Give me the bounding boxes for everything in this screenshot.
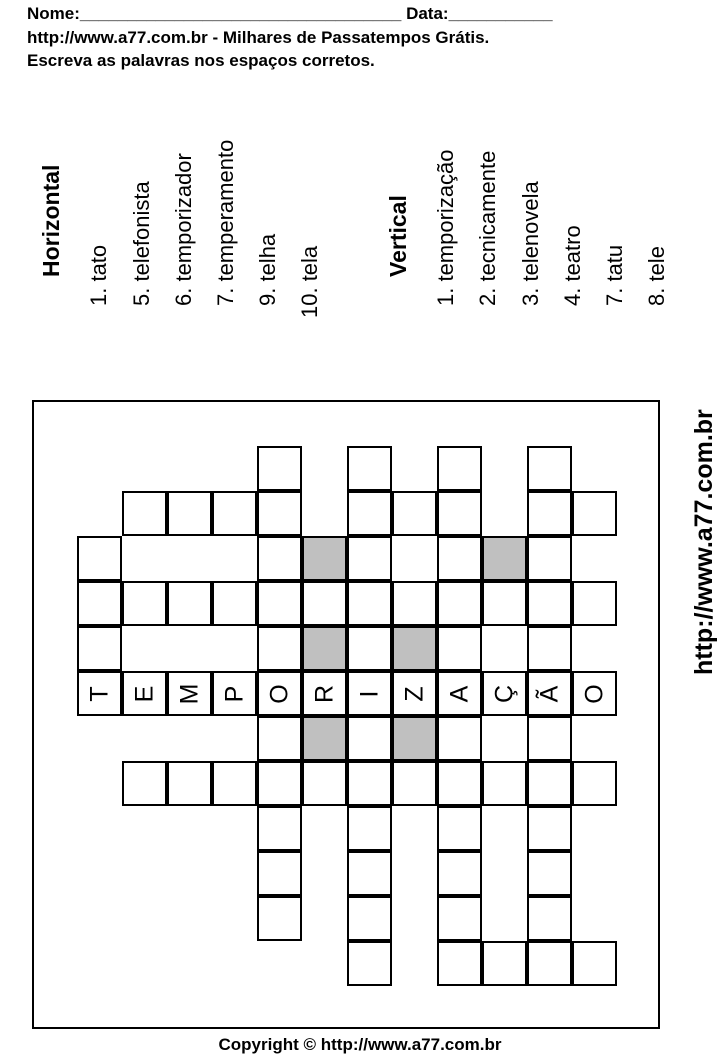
crossword-cell[interactable] [437,581,482,626]
crossword-cell[interactable] [527,896,572,941]
crossword-cell[interactable] [302,581,347,626]
crossword-cell[interactable] [257,446,302,491]
crossword-cell-shaded[interactable] [482,536,527,581]
horizontal-heading: Horizontal [38,164,64,277]
crossword-cell[interactable] [347,716,392,761]
crossword-cell[interactable] [437,446,482,491]
crossword-cell[interactable] [257,716,302,761]
crossword-cell[interactable] [257,896,302,941]
crossword-cell-given[interactable] [77,671,122,716]
crossword-cell[interactable] [572,581,617,626]
given-letter: Ã [535,685,563,702]
crossword-cell-given[interactable] [482,671,527,716]
given-letter: R [310,684,338,703]
crossword-cell[interactable] [347,626,392,671]
crossword-cell[interactable] [527,491,572,536]
clue-vertical-4: 4. teatro [560,225,585,306]
crossword-cell[interactable] [77,536,122,581]
crossword-cell[interactable] [347,581,392,626]
crossword-cell-given[interactable] [572,671,617,716]
crossword-cell-shaded[interactable] [302,536,347,581]
crossword-cell[interactable] [257,581,302,626]
clue-vertical-3: 3. telenovela [518,181,543,306]
given-letter: M [175,683,203,704]
crossword-cell[interactable] [347,536,392,581]
crossword-cell[interactable] [302,761,347,806]
vertical-heading: Vertical [385,195,411,277]
crossword-cell[interactable] [527,626,572,671]
crossword-cell[interactable] [77,581,122,626]
crossword-cell[interactable] [122,491,167,536]
crossword-cell-given[interactable] [212,671,257,716]
crossword-cell[interactable] [527,761,572,806]
crossword-cell[interactable] [437,491,482,536]
crossword-cell-given[interactable] [122,671,167,716]
given-letter: I [355,690,383,697]
clue-vertical-1: 1. temporização [433,149,458,306]
crossword-cell[interactable] [527,806,572,851]
crossword-cell[interactable] [482,941,527,986]
crossword-cell-shaded[interactable] [302,716,347,761]
crossword-cell[interactable] [122,581,167,626]
crossword-cell-given[interactable] [392,671,437,716]
crossword-cell[interactable] [572,761,617,806]
site-line: http://www.a77.com.br - Milhares de Passatempos Grátis. [27,28,490,47]
clue-horizontal-10: 10. tela [297,245,322,318]
crossword-cell[interactable] [392,491,437,536]
crossword-cell[interactable] [437,896,482,941]
crossword-cell[interactable] [527,581,572,626]
crossword-cell[interactable] [257,851,302,896]
crossword-cell[interactable] [122,761,167,806]
crossword-cell[interactable] [167,491,212,536]
crossword-cell[interactable] [212,581,257,626]
crossword-cell[interactable] [572,491,617,536]
clue-vertical-2: 2. tecnicamente [475,150,500,306]
crossword-cell[interactable] [437,806,482,851]
given-letter: T [85,685,113,702]
crossword-cell[interactable] [392,761,437,806]
crossword-cell-given[interactable] [347,671,392,716]
crossword-cell[interactable] [167,581,212,626]
name-date-line: Nome:__________________________________ Data:___________ [27,4,553,23]
crossword-cell[interactable] [527,851,572,896]
side-url: http://www.a77.com.br [690,409,718,675]
crossword-cell[interactable] [167,761,212,806]
crossword-cell[interactable] [482,581,527,626]
crossword-cell[interactable] [257,761,302,806]
crossword-cell[interactable] [572,941,617,986]
crossword-cell[interactable] [437,716,482,761]
crossword-cell[interactable] [437,941,482,986]
crossword-cell[interactable] [527,446,572,491]
clue-horizontal-7: 7. temperamento [213,139,238,306]
clue-horizontal-6: 6. temporizador [171,153,196,306]
clue-vertical-8: 8. tele [644,246,669,306]
given-letter: E [130,685,158,702]
crossword-cell-given[interactable] [437,671,482,716]
instruction-line: Escreva as palavras nos espaços corretos. [27,51,375,70]
copyright: Copyright © http://www.a77.com.br [218,1035,502,1054]
crossword-cell[interactable] [437,626,482,671]
crossword-cell[interactable] [347,806,392,851]
crossword-cell-given[interactable] [167,671,212,716]
crossword-cell[interactable] [347,941,392,986]
crossword-cell[interactable] [257,626,302,671]
clue-horizontal-9: 9. telha [255,233,280,306]
crossword-cell[interactable] [437,761,482,806]
crossword-cell-given[interactable] [302,671,347,716]
clue-horizontal-1: 1. tato [86,244,111,306]
crossword-cell-given[interactable] [257,671,302,716]
crossword-cell[interactable] [437,536,482,581]
crossword-cell[interactable] [347,896,392,941]
crossword-cell-shaded[interactable] [392,716,437,761]
crossword-cell[interactable] [347,491,392,536]
given-letter: Ç [490,684,518,703]
crossword-cell[interactable] [257,491,302,536]
crossword-cell[interactable] [77,626,122,671]
crossword-cell[interactable] [257,536,302,581]
given-letter: A [445,685,473,702]
crossword-cell[interactable] [527,536,572,581]
crossword-cell[interactable] [527,941,572,986]
clue-vertical-7: 7. tatu [602,244,627,306]
crossword-cell[interactable] [392,581,437,626]
clue-horizontal-5: 5. telefonista [129,181,154,306]
given-letter: O [580,683,608,704]
crossword-cell[interactable] [212,491,257,536]
given-letter: O [265,683,293,704]
crossword-cell-shaded[interactable] [392,626,437,671]
crossword-cell[interactable] [257,806,302,851]
crossword-cell-given[interactable] [527,671,572,716]
crossword-cell[interactable] [482,761,527,806]
crossword-cell[interactable] [347,761,392,806]
given-letter: P [220,685,248,702]
crossword-cell[interactable] [212,761,257,806]
crossword-cell[interactable] [527,716,572,761]
crossword-cell[interactable] [437,851,482,896]
crossword-cell-shaded[interactable] [302,626,347,671]
crossword-cell[interactable] [347,446,392,491]
crossword-cell[interactable] [347,851,392,896]
given-letter: Z [400,685,428,702]
